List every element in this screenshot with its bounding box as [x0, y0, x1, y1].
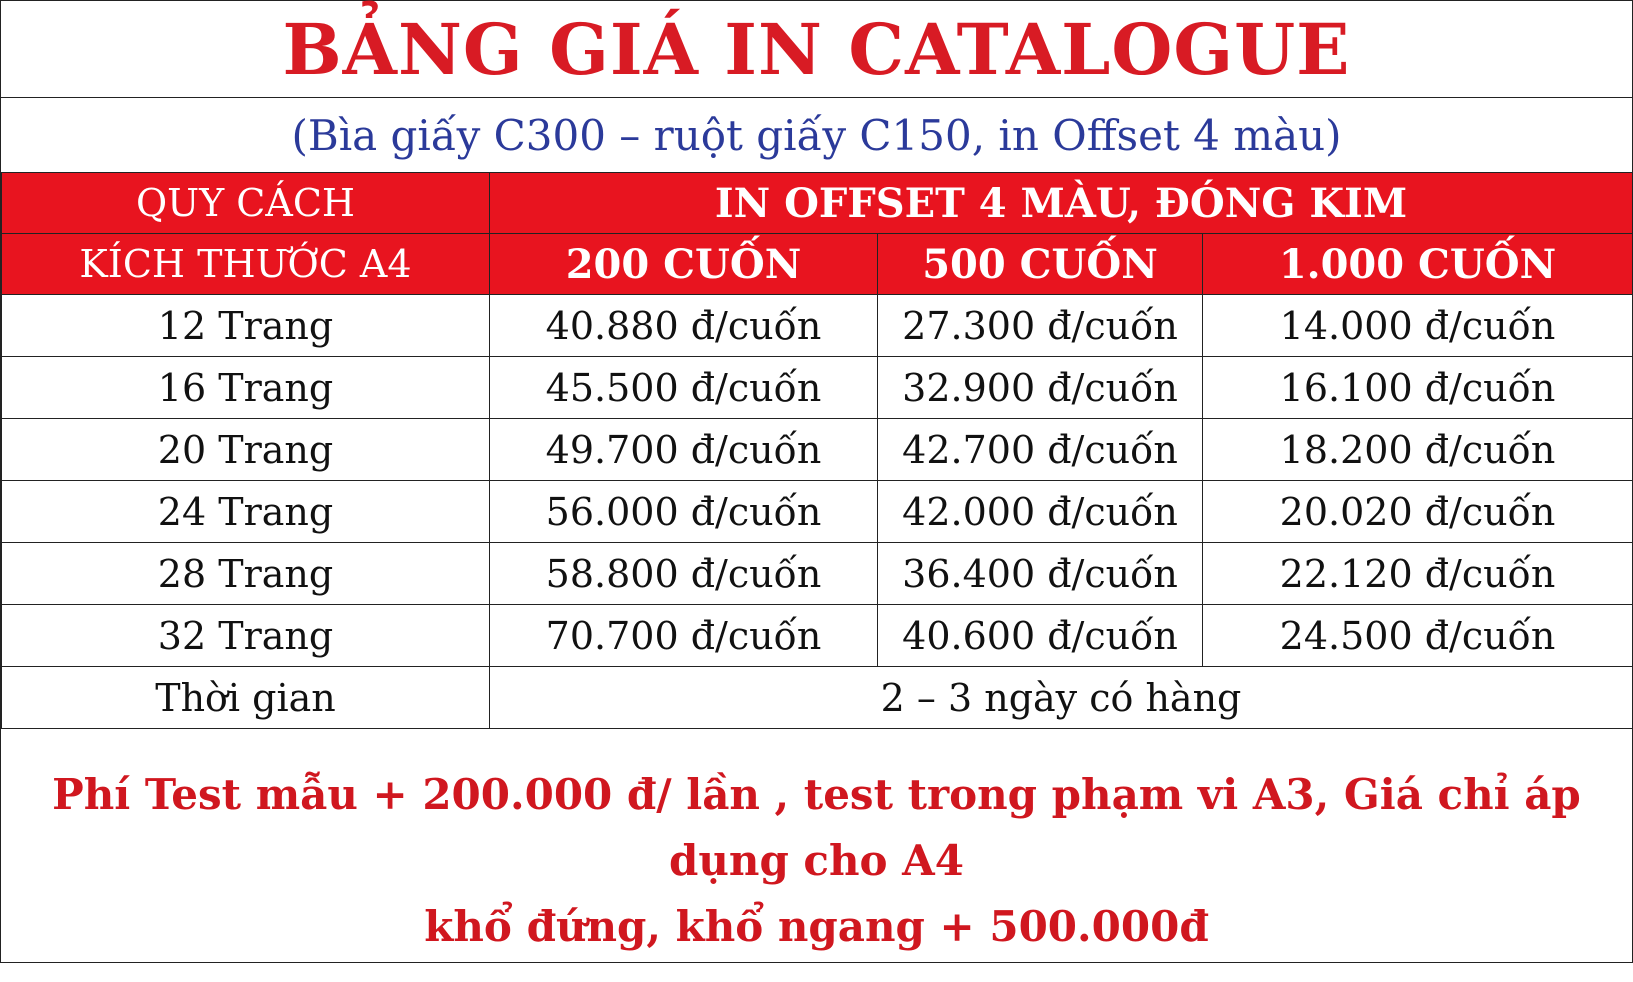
table-row	[2, 295, 1633, 357]
pages-cell: 16 Trang	[2, 357, 490, 419]
column-header: 1.000 CUỐN	[1203, 234, 1633, 295]
table-row	[2, 543, 1633, 605]
footnote-line-2: khổ đứng, khổ ngang + 500.000đ	[424, 901, 1209, 951]
price-cell: 45.500 đ/cuốn	[490, 357, 878, 419]
price-cell: 70.700 đ/cuốn	[490, 605, 878, 667]
price-cell: 18.200 đ/cuốn	[1203, 419, 1633, 481]
footnote	[1, 729, 1632, 982]
group-header: IN OFFSET 4 MÀU, ĐÓNG KIM	[490, 173, 1633, 234]
footnote-line-1: Phí Test mẫu + 200.000 đ/ lần , test trong phạm vi A3, Giá chỉ áp dụng cho A4	[52, 769, 1581, 885]
price-cell: 56.000 đ/cuốn	[490, 481, 878, 543]
time-row	[2, 667, 1633, 729]
price-cell: 36.400 đ/cuốn	[878, 543, 1203, 605]
price-cell: 42.000 đ/cuốn	[878, 481, 1203, 543]
price-cell: 32.900 đ/cuốn	[878, 357, 1203, 419]
pages-cell: 12 Trang	[2, 295, 490, 357]
pages-cell: 20 Trang	[2, 419, 490, 481]
page-subtitle: (Bìa giấy C300 – ruột giấy C150, in Offset 4 màu)	[291, 110, 1342, 160]
header-row-1	[2, 173, 1633, 234]
price-cell: 40.600 đ/cuốn	[878, 605, 1203, 667]
page-title: BẢNG GIÁ IN CATALOGUE	[1, 1, 1632, 98]
table-row	[2, 357, 1633, 419]
pages-cell: 32 Trang	[2, 605, 490, 667]
spec-header: QUY CÁCH	[2, 173, 490, 234]
price-cell: 49.700 đ/cuốn	[490, 419, 878, 481]
table-row	[2, 605, 1633, 667]
price-table	[1, 172, 1633, 729]
table-row	[2, 481, 1633, 543]
price-cell: 24.500 đ/cuốn	[1203, 605, 1633, 667]
column-header: 200 CUỐN	[490, 234, 878, 295]
price-cell: 20.020 đ/cuốn	[1203, 481, 1633, 543]
price-cell: 58.800 đ/cuốn	[490, 543, 878, 605]
pages-cell: 24 Trang	[2, 481, 490, 543]
table-row	[2, 419, 1633, 481]
column-header: 500 CUỐN	[878, 234, 1203, 295]
size-header: KÍCH THƯỚC A4	[2, 234, 490, 295]
pages-cell: 28 Trang	[2, 543, 490, 605]
time-label: Thời gian	[2, 667, 490, 729]
price-cell: 16.100 đ/cuốn	[1203, 357, 1633, 419]
time-value: 2 – 3 ngày có hàng	[490, 667, 1633, 729]
price-cell: 40.880 đ/cuốn	[490, 295, 878, 357]
price-cell: 27.300 đ/cuốn	[878, 295, 1203, 357]
price-cell: 22.120 đ/cuốn	[1203, 543, 1633, 605]
price-cell: 42.700 đ/cuốn	[878, 419, 1203, 481]
price-cell: 14.000 đ/cuốn	[1203, 295, 1633, 357]
header-row-2	[2, 234, 1633, 295]
